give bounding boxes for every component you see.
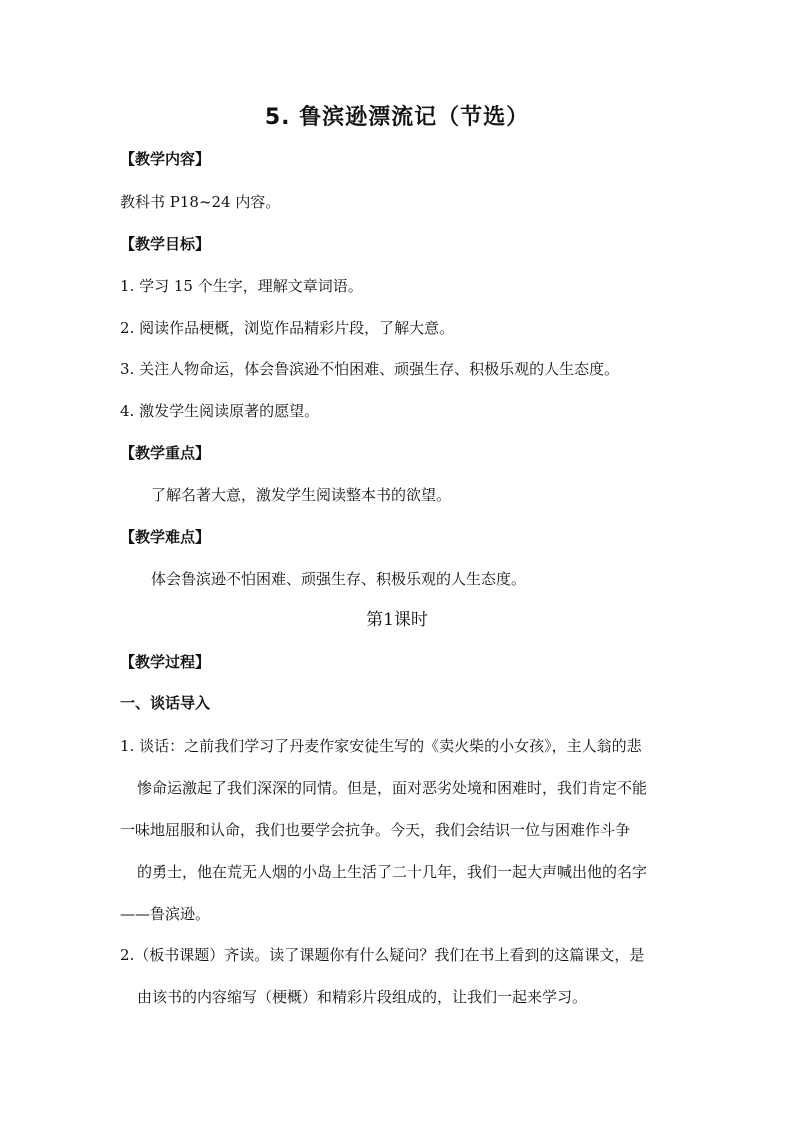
goal-item: 1. 学习 15 个生字，理解文章词语。 [120,277,363,295]
page-title: 5. 鲁滨逊漂流记（节选） [264,105,530,130]
section-heading-key: 【教学重点】 [120,444,211,462]
content-text: 教科书 P18~24 内容。 [120,193,281,211]
goal-item: 3. 关注人物命运，体会鲁滨逊不怕困难、顽强生存、积极乐观的人生态度。 [120,360,620,378]
part-heading: 一、谈话导入 [120,694,211,712]
section-heading-process: 【教学过程】 [120,653,211,671]
paragraph-line: 的勇士，他在荒无人烟的小岛上生活了二十几年，我们一起大声喊出他的名字 [137,863,648,881]
section-heading-content: 【教学内容】 [120,150,211,168]
goal-item: 2. 阅读作品梗概，浏览作品精彩片段，了解大意。 [120,319,455,337]
paragraph-line: 惨命运激起了我们深深的同情。但是，面对恶劣处境和困难时，我们肯定不能 [137,779,648,797]
paragraph-line: 1. 谈话：之前我们学习了丹麦作家安徒生写的《卖火柴的小女孩》，主人翁的悲 [120,737,642,755]
section-heading-goals: 【教学目标】 [120,235,211,253]
paragraph-line: 2.（板书课题）齐读。读了课题你有什么疑问？我们在书上看到的这篇课文，是 [120,946,645,964]
difficulty-text: 体会鲁滨逊不怕困难、顽强生存、积极乐观的人生态度。 [151,570,527,588]
paragraph-line: ——鲁滨逊。 [120,905,211,923]
goal-item: 4. 激发学生阅读原著的愿望。 [120,402,320,420]
key-text: 了解名著大意，激发学生阅读整本书的欲望。 [151,486,452,504]
paragraph-line: 由该书的内容缩写（梗概）和精彩片段组成的，让我们一起来学习。 [137,988,588,1006]
paragraph-line: 一味地屈服和认命，我们也要学会抗争。今天，我们会结识一位与困难作斗争 [120,821,631,839]
section-heading-difficulty: 【教学难点】 [120,528,211,546]
lesson-label: 第1课时 [366,610,428,630]
